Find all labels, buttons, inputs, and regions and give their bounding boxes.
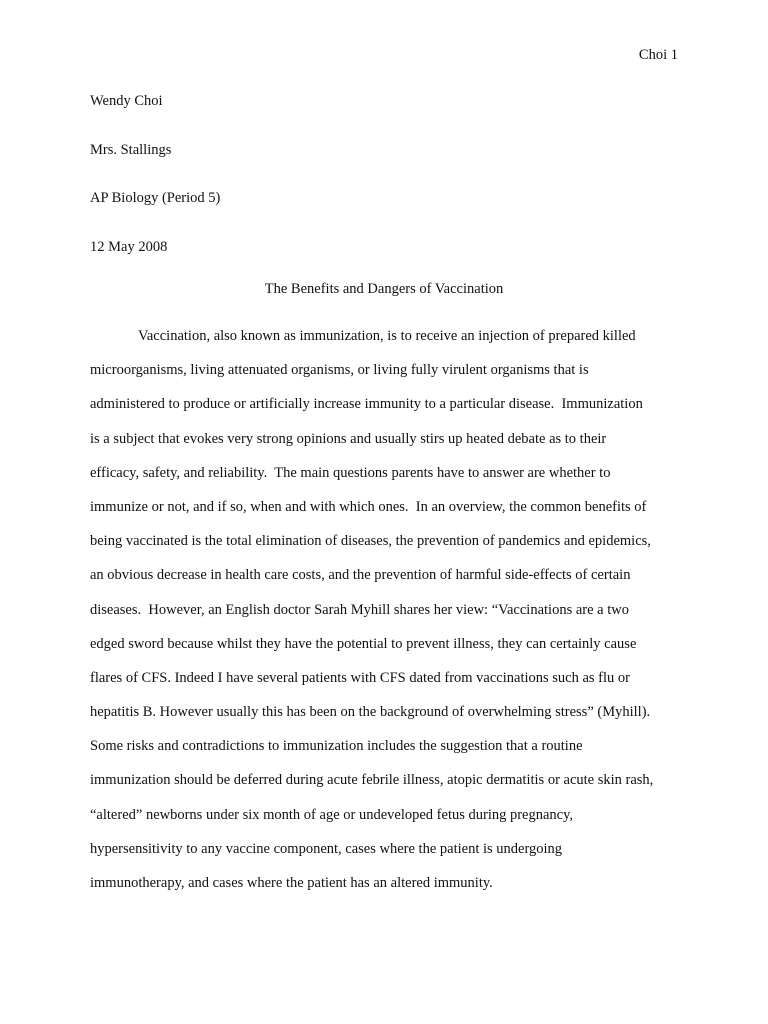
page-header-number: Choi 1	[638, 47, 678, 63]
paragraph-line: microorganisms, living attenuated organisms, or living fully virulent organisms that is	[90, 362, 589, 379]
instructor-name: Mrs. Stallings	[90, 141, 172, 158]
paragraph-line: being vaccinated is the total elimination of diseases, the prevention of pandemics and epidemics,	[90, 533, 651, 550]
paragraph-line: immunotherapy, and cases where the patient has an altered immunity.	[90, 875, 493, 891]
paragraph-line: is a subject that evokes very strong opinions and usually stirs up heated debate as to their	[90, 430, 607, 447]
paragraph-line: hepatitis B. However usually this has been on the background of overwhelming stress” (Myhill).	[90, 704, 651, 721]
paragraph-line: an obvious decrease in health care costs, and the prevention of harmful side-effects of certain	[90, 567, 631, 584]
paragraph-line: Vaccination, also known as immunization, is to receive an injection of prepared killed	[138, 328, 636, 344]
paragraph-line: flares of CFS. Indeed I have several patients with CFS dated from vaccinations such as flu or	[90, 669, 630, 686]
paragraph-line: efficacy, safety, and reliability. The main questions parents have to answer are whether to	[90, 464, 611, 481]
paragraph-line: immunization should be deferred during acute febrile illness, atopic dermatitis or acute skin rash,	[90, 772, 654, 789]
paragraph-line: edged sword because whilst they have the potential to prevent illness, they can certainly cause	[90, 635, 637, 652]
document-date: 12 May 2008	[90, 238, 168, 255]
paragraph-line: “altered” newborns under six month of age or undeveloped fetus during pregnancy,	[90, 806, 574, 823]
mla-heading	[90, 92, 690, 286]
paragraph-line: administered to produce or artificially increase immunity to a particular disease. Immunization	[90, 396, 643, 413]
paragraph-line: hypersensitivity to any vaccine component, cases where the patient is undergoing	[90, 840, 563, 857]
author-name: Wendy Choi	[90, 93, 163, 109]
paragraph-line: Some risks and contradictions to immunization includes the suggestion that a routine	[90, 738, 583, 755]
essay-paragraph	[90, 327, 690, 908]
paragraph-line: immunize or not, and if so, when and with which ones. In an overview, the common benefits of	[90, 498, 647, 515]
paragraph-line: diseases. However, an English doctor Sarah Myhill shares her view: “Vaccinations are a two	[90, 601, 629, 618]
course-name: AP Biology (Period 5)	[90, 190, 221, 206]
essay-title: The Benefits and Dangers of Vaccination	[264, 281, 504, 297]
